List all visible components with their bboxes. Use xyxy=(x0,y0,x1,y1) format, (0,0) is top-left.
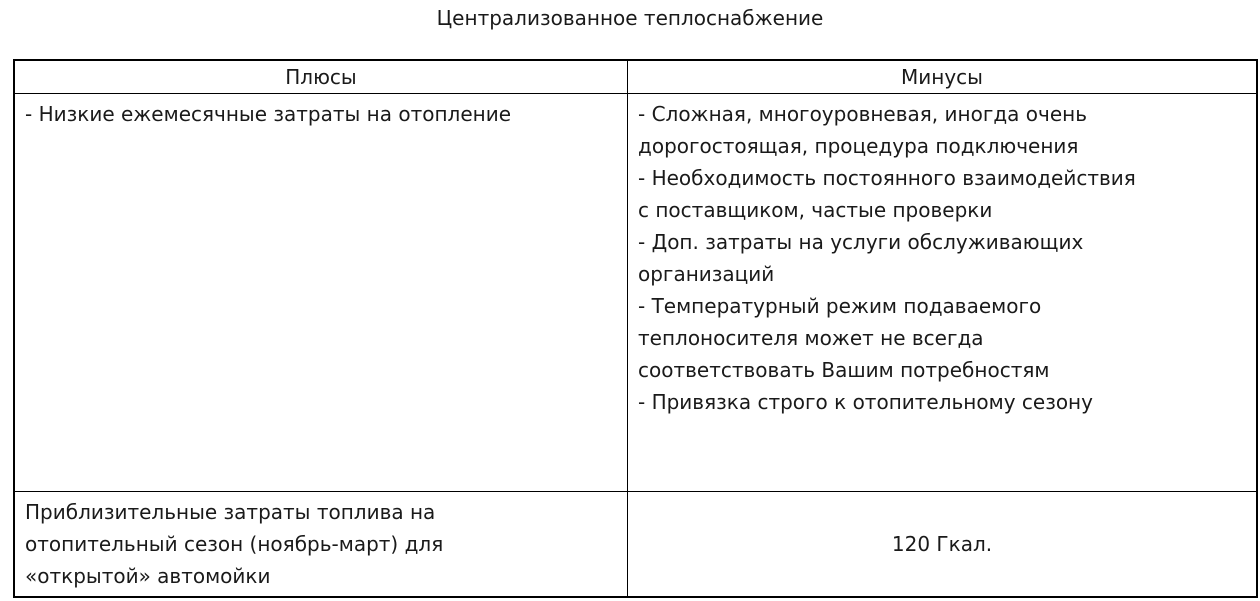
pros-cell xyxy=(15,94,628,492)
cons-line: дорогостоящая, процедура подключения xyxy=(638,134,1079,158)
cons-line: с поставщиком, частые проверки xyxy=(638,198,993,222)
pros-line: - Низкие ежемесячные затраты на отопление xyxy=(25,102,512,126)
cons-cell xyxy=(628,94,1256,492)
header-pros: Плюсы xyxy=(15,61,628,94)
cons-line: - Необходимость постоянного взаимодействия xyxy=(638,166,1136,190)
cons-line: - Доп. затраты на услуги обслуживающих xyxy=(638,230,1084,254)
cons-line: - Сложная, многоуровневая, иногда очень xyxy=(638,102,1088,126)
cons-line: организаций xyxy=(638,262,775,286)
pros-cons-table xyxy=(13,59,1258,598)
cost-value-cell xyxy=(628,492,1256,596)
cost-label-line: отопительный сезон (ноябрь-март) для xyxy=(25,532,444,556)
cost-value: 120 Гкал. xyxy=(891,532,993,556)
cost-label-cell xyxy=(15,492,628,596)
cons-line: - Привязка строго к отопительному сезону xyxy=(638,390,1093,414)
header-cons: Минусы xyxy=(628,61,1256,94)
cost-label-line: Приблизительные затраты топлива на xyxy=(25,500,436,524)
cons-line: соответствовать Вашим потребностям xyxy=(638,358,1050,382)
page-title: Централизованное теплоснабжение xyxy=(436,6,824,30)
cons-line: - Температурный режим подаваемого xyxy=(638,294,1042,318)
cons-line: теплоносителя может не всегда xyxy=(638,326,984,350)
cost-label-line: «открытой» автомойки xyxy=(25,564,271,588)
